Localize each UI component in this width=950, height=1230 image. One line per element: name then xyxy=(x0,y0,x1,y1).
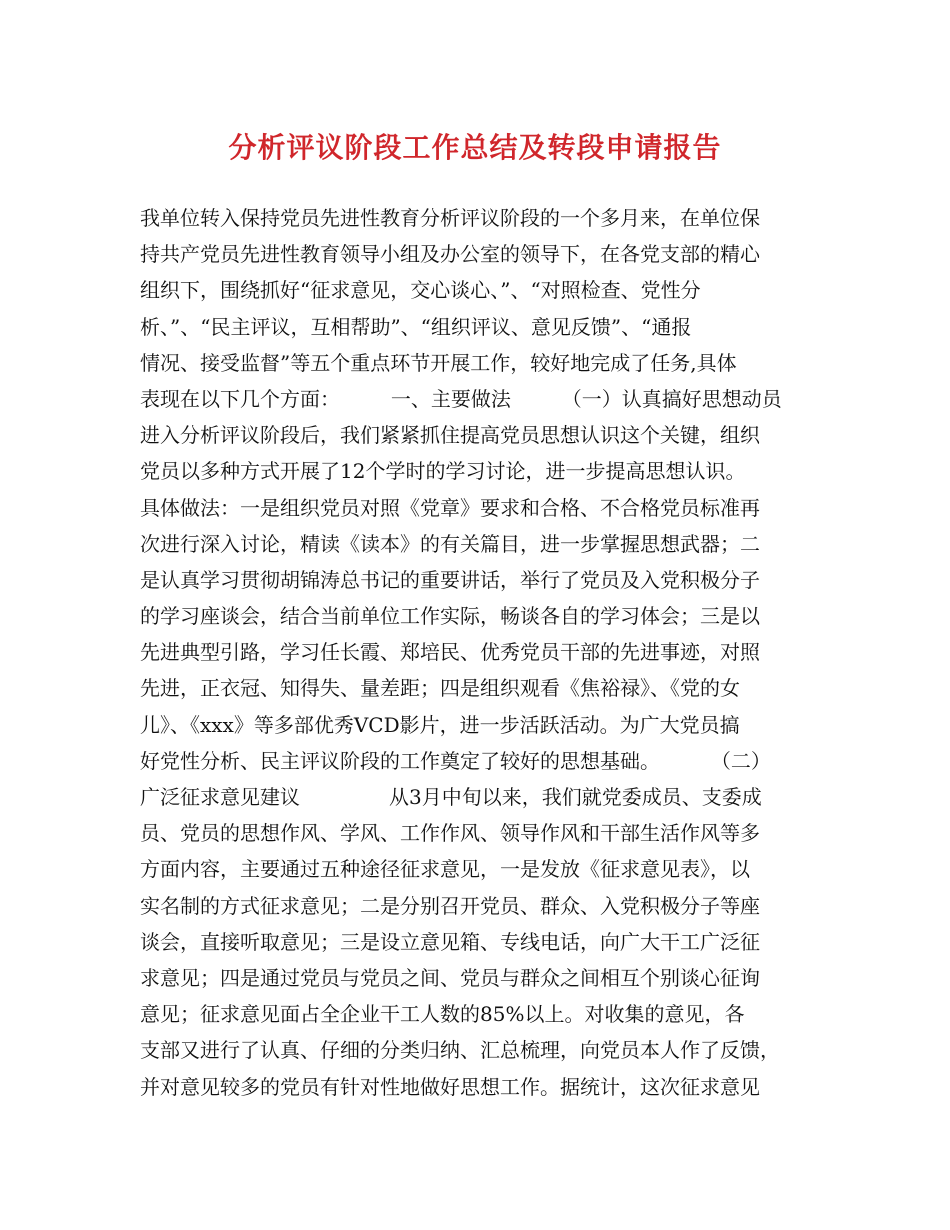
body-line: 析、”、“民主评议，互相帮助”、“组织评议、意见反馈”、“通报 xyxy=(140,314,692,339)
body-line: 持共产党员先进性教育领导小组及办公室的领导下，在各党支部的精心 xyxy=(140,242,760,267)
document-title: 分析评议阶段工作总结及转段申请报告 xyxy=(228,131,722,164)
body-line: 先进典型引路，学习任长霞、郑培民、优秀党员干部的先进事迹，对照 xyxy=(140,640,760,665)
body-line: 求意见；四是通过党员与党员之间、党员与群众之间相互个别谈心征询 xyxy=(140,965,760,990)
body-line: 支部又进行了认真、仔细的分类归纳、汇总梳理，向党员本人作了反馈， xyxy=(140,1038,780,1063)
body-line: 具体做法：一是组织党员对照《党章》要求和合格、不合格党员标准再 xyxy=(140,495,760,520)
body-line: 情况、接受监督”等五个重点环节开展工作，较好地完成了任务,具体 xyxy=(140,350,737,375)
body-line: 好党性分析、民主评议阶段的工作奠定了较好的思想基础。 （二） xyxy=(140,748,771,773)
body-line: 儿》、《xxx》等多部优秀VCD影片，进一步活跃活动。为广大党员搞 xyxy=(140,712,740,737)
body-line: 是认真学习贯彻胡锦涛总书记的重要讲话，举行了党员及入党积极分子 xyxy=(140,567,760,592)
body-line: 实名制的方式征求意见；二是分别召开党员、群众、入党积极分子等座 xyxy=(140,893,760,918)
body-line: 我单位转入保持党员先进性教育分析评议阶段的一个多月来，在单位保 xyxy=(140,206,760,230)
body-line: 的学习座谈会，结合当前单位工作实际，畅谈各自的学习体会；三是以 xyxy=(140,604,760,629)
body-line: 员、党员的思想作风、学风、工作作风、领导作风和干部生活作风等多 xyxy=(140,821,760,846)
body-line: 表现在以下几个方面： 一、主要做法 （一）认真搞好思想动员 xyxy=(140,386,782,411)
body-line: 进入分析评议阶段后，我们紧紧抓住提高党员思想认识这个关键，组织 xyxy=(140,423,760,448)
body-line: 谈会，直接听取意见；三是设立意见箱、专线电话，向广大干工广泛征 xyxy=(140,929,760,954)
body-line: 意见；征求意见面占全企业干工人数的85%以上。对收集的意见，各 xyxy=(140,1002,745,1027)
body-line: 党员以多种方式开展了12个学时的学习讨论，进一步提高思想认识。 xyxy=(140,459,746,484)
document-body xyxy=(140,200,820,1105)
body-line: 方面内容，主要通过五种途径征求意见，一是发放《征求意见表》，以 xyxy=(140,857,750,882)
body-line: 次进行深入讨论，精读《读本》的有关篇目，进一步掌握思想武器；二 xyxy=(140,531,760,556)
body-line: 先进，正衣冠、知得失、量差距；四是组织观看《焦裕禄》、《党的女 xyxy=(140,676,740,701)
body-line: 组织下，围绕抓好“征求意见，交心谈心、”、“对照检查、党性分 xyxy=(140,278,701,303)
body-line: 并对意见较多的党员有针对性地做好思想工作。据统计，这次征求意见 xyxy=(140,1074,760,1099)
body-line: 广泛征求意见建议 从3月中旬以来，我们就党委成员、支委成 xyxy=(140,785,762,809)
